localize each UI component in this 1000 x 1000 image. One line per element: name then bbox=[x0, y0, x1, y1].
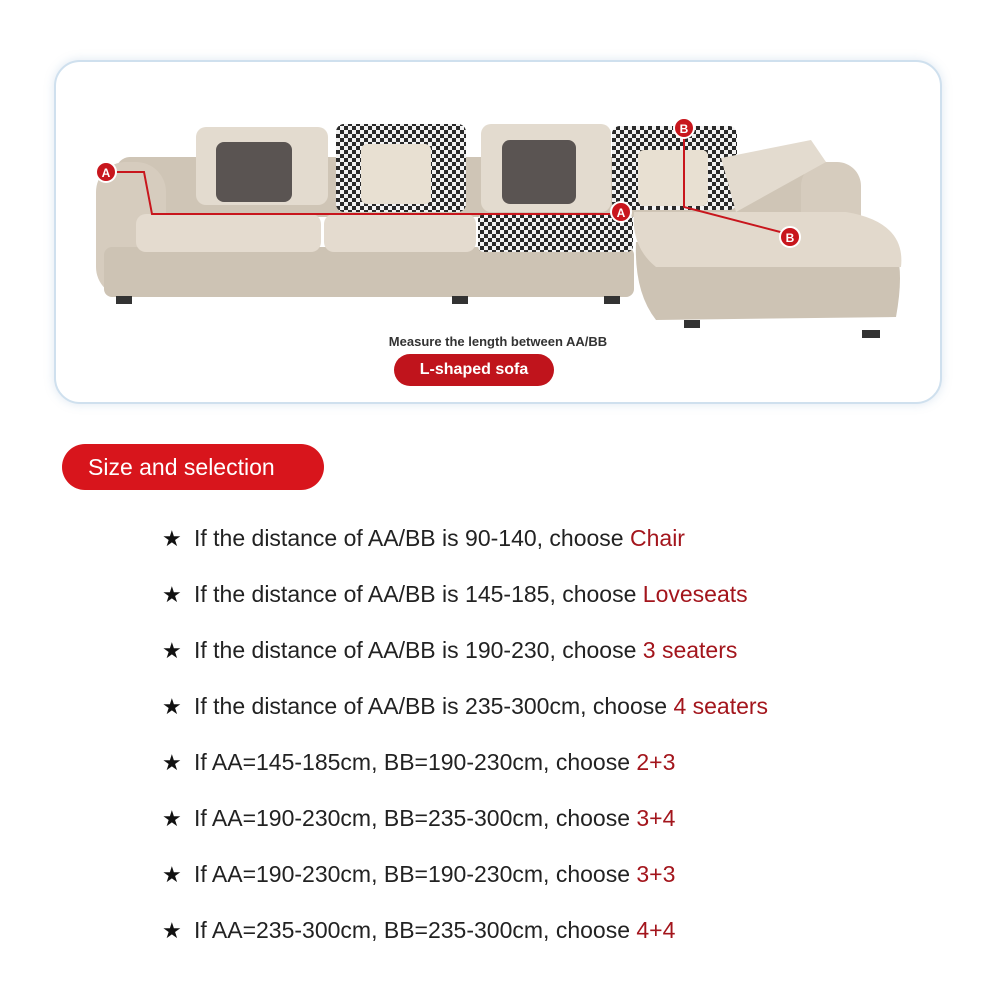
sofa-leg bbox=[116, 296, 132, 304]
rule-choice: 4 seaters bbox=[673, 693, 769, 719]
seat-cushion bbox=[136, 214, 321, 252]
rule-choice: Chair bbox=[630, 525, 685, 551]
sofa-leg bbox=[684, 320, 700, 328]
grey-pillow bbox=[502, 140, 576, 204]
rule-text: If AA=145-185cm, BB=190-230cm, choose bbox=[194, 749, 637, 775]
section-title: Size and selection bbox=[62, 444, 324, 490]
size-rule bbox=[162, 516, 768, 572]
star-icon: ★ bbox=[162, 862, 182, 887]
rule-text: If AA=190-230cm, BB=190-230cm, choose bbox=[194, 861, 637, 887]
grey-pillow bbox=[216, 142, 292, 202]
sofa-leg bbox=[604, 296, 620, 304]
size-rule bbox=[162, 684, 768, 740]
star-icon: ★ bbox=[162, 806, 182, 831]
butterfly-pillow bbox=[361, 144, 431, 204]
svg-text:A: A bbox=[101, 166, 111, 180]
size-rule bbox=[162, 628, 768, 684]
size-rule bbox=[162, 908, 768, 964]
star-icon: ★ bbox=[162, 918, 182, 943]
rule-choice: Loveseats bbox=[642, 581, 748, 607]
size-rule bbox=[162, 852, 768, 908]
rule-text: If the distance of AA/BB is 235-300cm, choose bbox=[194, 693, 674, 719]
svg-text:B: B bbox=[679, 122, 689, 136]
star-icon: ★ bbox=[162, 526, 182, 551]
rule-choice: 3+3 bbox=[636, 861, 676, 887]
rule-text: If the distance of AA/BB is 190-230, choose bbox=[194, 637, 643, 663]
rule-choice: 2+3 bbox=[636, 749, 676, 775]
checked-seat-cushion bbox=[478, 214, 633, 252]
star-icon: ★ bbox=[162, 694, 182, 719]
marker-a-left bbox=[96, 162, 116, 182]
star-icon: ★ bbox=[162, 582, 182, 607]
svg-text:B: B bbox=[785, 231, 795, 245]
size-rules-list bbox=[162, 516, 768, 964]
marker-a-right bbox=[611, 202, 631, 222]
marker-b-top bbox=[674, 118, 694, 138]
sofa-leg bbox=[452, 296, 468, 304]
star-icon: ★ bbox=[162, 638, 182, 663]
sofa-photo bbox=[54, 60, 942, 404]
rule-text: If AA=190-230cm, BB=235-300cm, choose bbox=[194, 805, 637, 831]
butterfly-pillow bbox=[638, 150, 708, 206]
size-rule bbox=[162, 740, 768, 796]
measure-caption: Measure the length between AA/BB bbox=[388, 334, 608, 349]
rule-choice: 4+4 bbox=[636, 917, 676, 943]
rule-text: If AA=235-300cm, BB=235-300cm, choose bbox=[194, 917, 637, 943]
rule-text: If the distance of AA/BB is 90-140, choose bbox=[194, 525, 630, 551]
l-shaped-sofa-illustration bbox=[56, 62, 940, 402]
rule-choice: 3+4 bbox=[636, 805, 676, 831]
size-rule bbox=[162, 572, 768, 628]
svg-text:A: A bbox=[616, 206, 626, 220]
rule-text: If the distance of AA/BB is 145-185, choose bbox=[194, 581, 643, 607]
seat-cushion bbox=[324, 214, 476, 252]
star-icon: ★ bbox=[162, 750, 182, 775]
chaise-cushion bbox=[634, 212, 902, 267]
marker-b-bottom bbox=[780, 227, 800, 247]
size-rule bbox=[162, 796, 768, 852]
rule-choice: 3 seaters bbox=[642, 637, 738, 663]
sofa-base bbox=[104, 247, 634, 297]
sofa-type-label: L-shaped sofa bbox=[394, 354, 554, 386]
